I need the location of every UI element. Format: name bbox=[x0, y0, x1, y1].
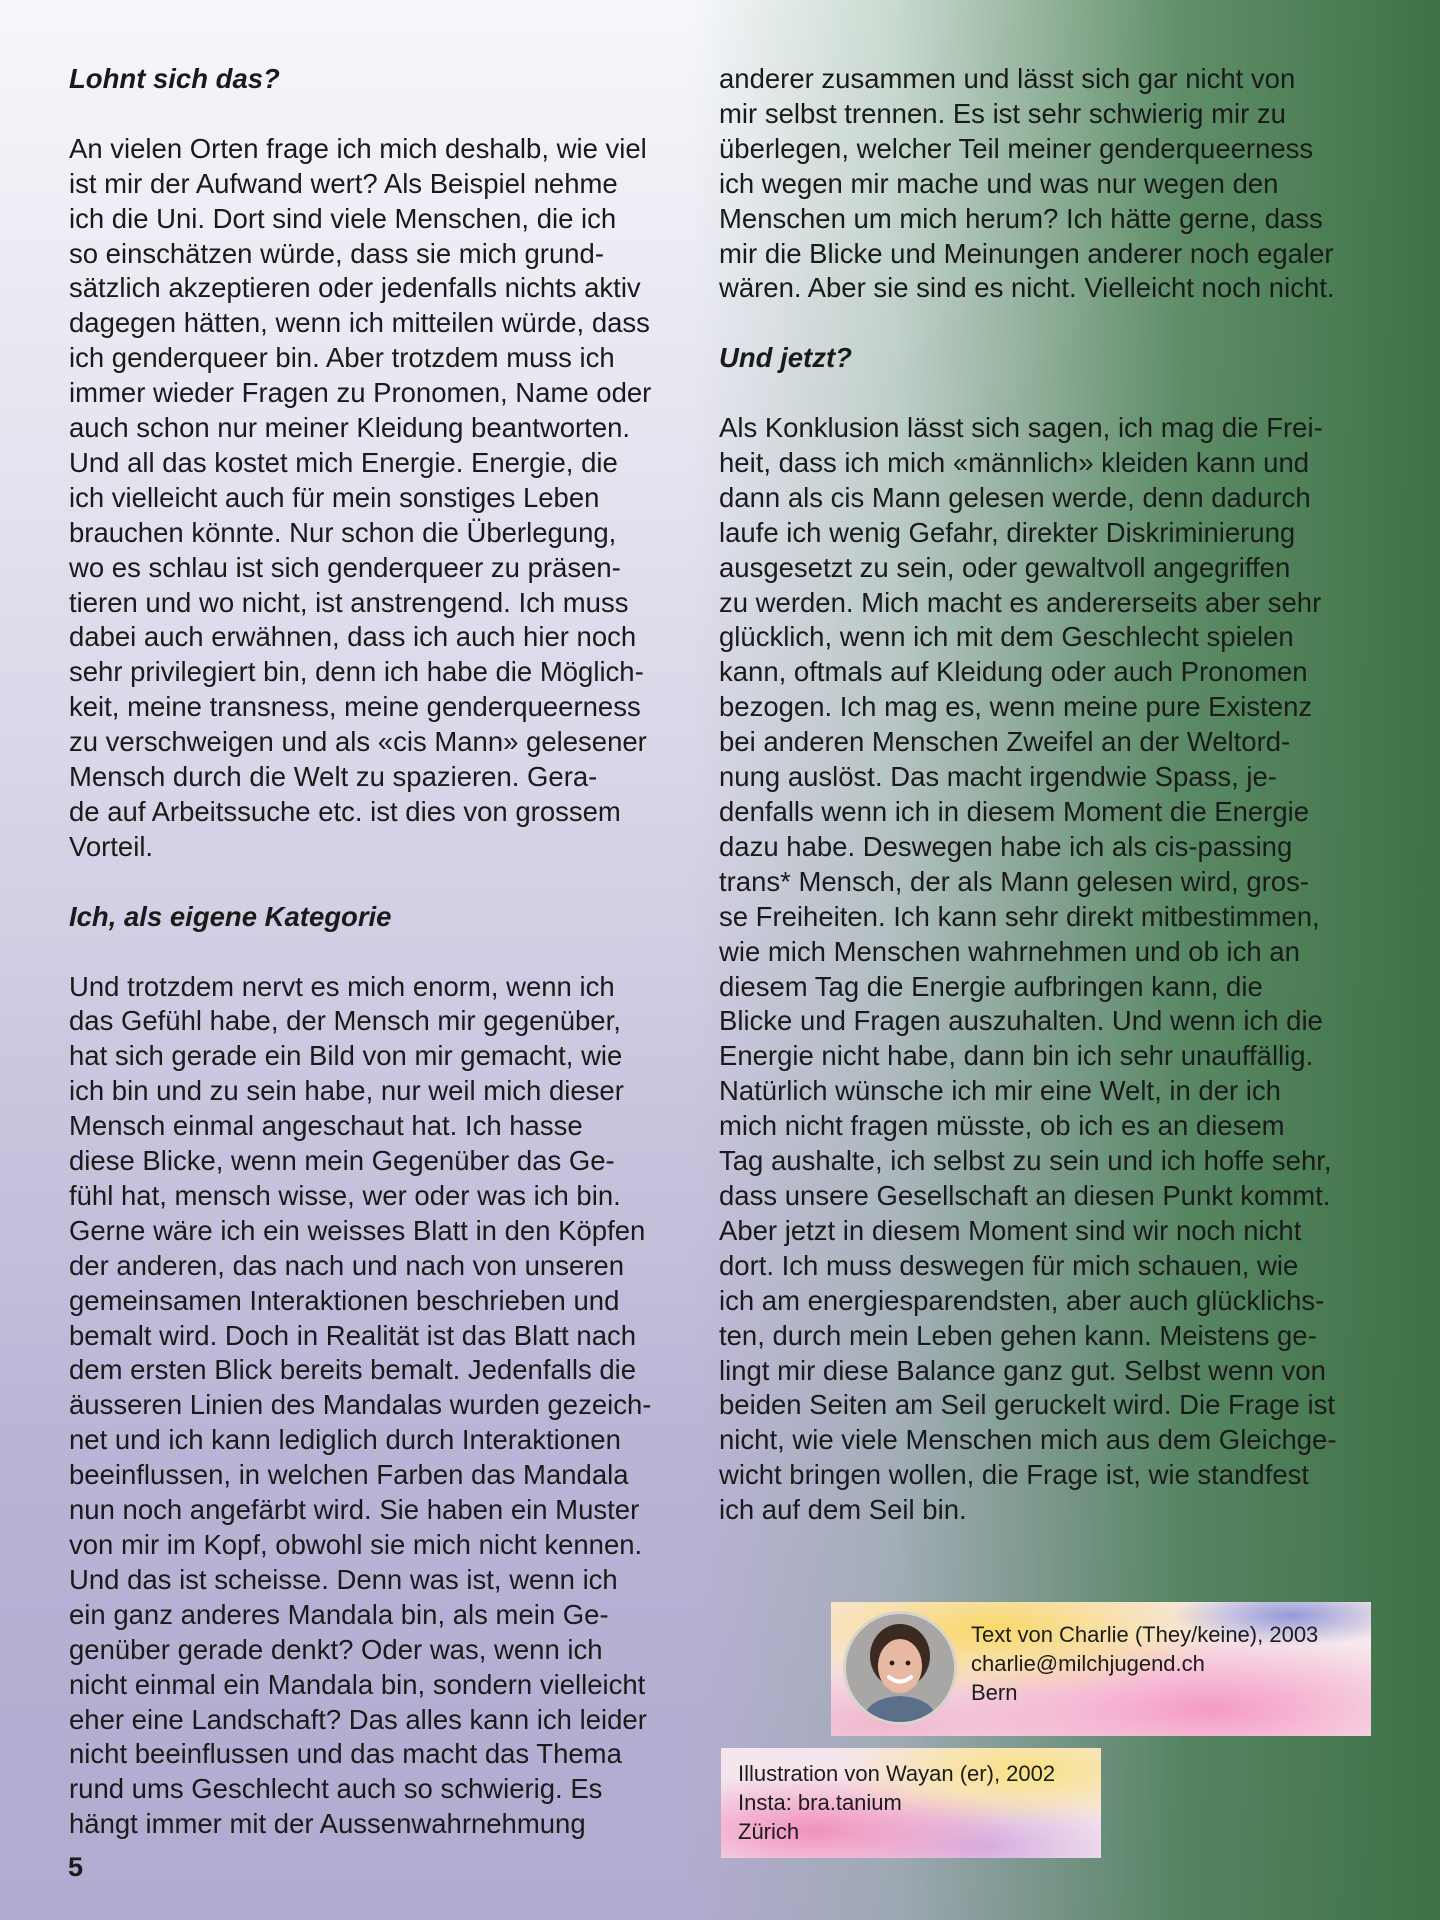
heading-und-jetzt: Und jetzt? bbox=[719, 342, 852, 374]
text-line: wie mich Menschen wahrnehmen und ob ich an bbox=[719, 935, 1300, 967]
text-line: denfalls wenn ich in diesem Moment die Energie bbox=[719, 796, 1310, 827]
text-line: ich vielleicht auch für mein sonstiges Leben bbox=[69, 481, 600, 513]
text-line: dagegen hätten, wenn ich mitteilen würde, dass bbox=[69, 307, 650, 339]
text-line: bemalt wird. Doch in Realität ist das Blatt nach bbox=[69, 1319, 637, 1351]
paragraph-konklusion bbox=[719, 411, 1349, 1528]
text-line: äusseren Linien des Mandalas wurden gezeich- bbox=[69, 1389, 652, 1421]
text-line: genüber gerade denkt? Oder was, wenn ich bbox=[69, 1633, 603, 1665]
text-line: überlegen, welcher Teil meiner genderqueerness bbox=[719, 132, 1314, 164]
text-line: nicht beeinflussen und das macht das Thema bbox=[69, 1738, 622, 1770]
text-line: wären. Aber sie sind es nicht. Vielleicht noch nicht. bbox=[719, 272, 1335, 304]
text-line: ausgesetzt zu sein, oder gewaltvoll angegriffen bbox=[719, 551, 1291, 583]
author-name: Text von Charlie (They/keine), 2003 bbox=[971, 1622, 1319, 1647]
page-number: 5 bbox=[68, 1852, 84, 1882]
text-line: hängt immer mit der Aussenwahrnehmung bbox=[69, 1808, 586, 1840]
text-line: bei anderen Menschen Zweifel an der Weltord- bbox=[719, 726, 1291, 758]
text-line: ich auf dem Seil bin. bbox=[719, 1494, 967, 1526]
text-line: diese Blicke, wenn mein Gegenüber das Ge- bbox=[69, 1145, 615, 1177]
text-line: Aber jetzt in diesem Moment sind wir noch nicht bbox=[719, 1214, 1302, 1246]
left-column bbox=[69, 62, 699, 1842]
text-line: wo es schlau ist sich genderqueer zu präsen- bbox=[69, 551, 621, 583]
text-line: eher eine Landschaft? Das alles kann ich leider bbox=[69, 1703, 647, 1735]
illustrator-name: Illustration von Wayan (er), 2002 bbox=[738, 1761, 1056, 1786]
person-icon bbox=[846, 1614, 954, 1722]
text-line: ist mir der Aufwand wert? Als Beispiel nehme bbox=[69, 167, 618, 199]
text-line: immer wieder Fragen zu Pronomen, Name oder bbox=[69, 377, 652, 409]
text-line: mir selbst trennen. Es ist sehr schwierig mir zu bbox=[719, 97, 1286, 129]
text-line: Gerne wäre ich ein weisses Blatt in den Köpfen bbox=[69, 1214, 646, 1246]
text-line: nicht einmal ein Mandala bin, sondern vielleicht bbox=[69, 1668, 646, 1700]
text-line: ten, durch mein Leben gehen kann. Meistens ge- bbox=[719, 1319, 1317, 1351]
text-line: Tag aushalte, ich selbst zu sein und ich hoffe sehr, bbox=[719, 1145, 1332, 1177]
text-line: ich bin und zu sein habe, nur weil mich dieser bbox=[69, 1075, 624, 1107]
text-line: ich die Uni. Dort sind viele Menschen, die ich bbox=[69, 202, 617, 234]
author-portrait bbox=[843, 1611, 957, 1725]
text-line: ich wegen mir mache und was nur wegen den bbox=[719, 167, 1279, 199]
text-line: heit, dass ich mich «männlich» kleiden kann und bbox=[719, 446, 1310, 478]
text-line: kann, oftmals auf Kleidung oder auch Pronomen bbox=[719, 656, 1308, 688]
text-line: dabei auch erwähnen, dass ich auch hier noch bbox=[69, 621, 637, 653]
text-line: dort. Ich muss deswegen für mich schauen, wie bbox=[719, 1249, 1299, 1281]
text-line: tieren und wo nicht, ist anstrengend. Ich muss bbox=[69, 586, 629, 618]
author-credit-box bbox=[831, 1602, 1371, 1736]
text-line: hat sich gerade ein Bild von mir gemacht, wie bbox=[69, 1040, 623, 1072]
text-line: dem ersten Blick bereits bemalt. Jedenfalls die bbox=[69, 1354, 637, 1386]
text-line: Als Konklusion lässt sich sagen, ich mag die Frei- bbox=[719, 412, 1323, 444]
text-line: beiden Seiten am Seil geruckelt wird. Die Frage ist bbox=[719, 1389, 1335, 1421]
author-email[interactable]: charlie@milchjugend.ch bbox=[971, 1651, 1205, 1676]
text-line: das Gefühl habe, der Mensch mir gegenüber, bbox=[69, 1005, 621, 1037]
text-line: nung auslöst. Das macht irgendwie Spass, je- bbox=[719, 761, 1277, 793]
text-line: trans* Mensch, der als Mann gelesen wird, gros- bbox=[719, 865, 1309, 897]
text-line: wicht bringen wollen, die Frage ist, wie standfest bbox=[719, 1459, 1310, 1491]
paragraph-mandala bbox=[69, 970, 699, 1843]
illustrator-instagram: Insta: bra.tanium bbox=[738, 1790, 902, 1815]
text-line: bezogen. Ich mag es, wenn meine pure Existenz bbox=[719, 691, 1313, 723]
text-line: mich nicht fragen müsste, ob ich es an diesem bbox=[719, 1110, 1285, 1142]
text-line: rund ums Geschlecht auch so schwierig. Es bbox=[69, 1773, 603, 1805]
text-line: net und ich kann lediglich durch Interaktionen bbox=[69, 1424, 621, 1456]
text-line: Und trotzdem nervt es mich enorm, wenn ich bbox=[69, 970, 615, 1002]
text-line: zu verschweigen und als «cis Mann» gelesener bbox=[69, 726, 647, 758]
heading-lohnt-sich-das: Lohnt sich das? bbox=[69, 63, 280, 94]
text-line: Mensch einmal angeschaut hat. Ich hasse bbox=[69, 1110, 583, 1142]
text-line: Menschen um mich herum? Ich hätte gerne, dass bbox=[719, 202, 1323, 234]
text-line: beeinflussen, in welchen Farben das Mandala bbox=[69, 1459, 629, 1491]
text-line: dann als cis Mann gelesen werde, denn dadurch bbox=[719, 481, 1311, 513]
text-line: keit, meine transness, meine genderqueerness bbox=[69, 691, 641, 723]
text-line: dass unsere Gesellschaft an diesen Punkt kommt. bbox=[719, 1179, 1331, 1211]
text-line: de auf Arbeitssuche etc. ist dies von grossem bbox=[69, 796, 621, 828]
text-line: sätzlich akzeptieren oder jedenfalls nichts aktiv bbox=[69, 272, 641, 304]
text-line: der anderen, das nach und nach von unseren bbox=[69, 1249, 624, 1281]
author-city: Bern bbox=[971, 1680, 1018, 1705]
text-line: auch schon nur meiner Kleidung beantworten. bbox=[69, 412, 631, 444]
text-line: ich genderqueer bin. Aber trotzdem muss ich bbox=[69, 342, 615, 374]
text-line: brauchen könnte. Nur schon die Überlegung, bbox=[69, 516, 617, 548]
text-line: diesem Tag die Energie aufbringen kann, die bbox=[719, 970, 1263, 1002]
right-column bbox=[719, 62, 1349, 1528]
text-line: fühl hat, mensch wisse, wer oder was ich bin. bbox=[69, 1179, 621, 1211]
text-line: Energie nicht habe, dann bin ich sehr unauffällig. bbox=[719, 1040, 1314, 1072]
text-line: ein ganz anderes Mandala bin, als mein Ge- bbox=[69, 1598, 609, 1630]
text-line: anderer zusammen und lässt sich gar nicht von bbox=[719, 63, 1296, 94]
text-line: gemeinsamen Interaktionen beschrieben und bbox=[69, 1284, 620, 1316]
text-line: von mir im Kopf, obwohl sie mich nicht kennen. bbox=[69, 1529, 643, 1561]
text-line: se Freiheiten. Ich kann sehr direkt mitbestimmen, bbox=[719, 900, 1320, 932]
text-line: Natürlich wünsche ich mir eine Welt, in der ich bbox=[719, 1075, 1281, 1107]
text-line: mir die Blicke und Meinungen anderer noch egaler bbox=[719, 237, 1334, 269]
text-line: ich am energiesparendsten, aber auch glücklichs- bbox=[719, 1284, 1325, 1316]
text-line: An vielen Orten frage ich mich deshalb, wie viel bbox=[69, 132, 647, 164]
text-line: zu werden. Mich macht es andererseits aber sehr bbox=[719, 586, 1322, 618]
paragraph-uni bbox=[69, 132, 699, 865]
text-line: dazu habe. Deswegen habe ich als cis-passing bbox=[719, 830, 1293, 862]
text-line: so einschätzen würde, dass sie mich grund- bbox=[69, 237, 604, 269]
text-line: glücklich, wenn ich mit dem Geschlecht spielen bbox=[719, 621, 1294, 653]
text-line: Mensch durch die Welt zu spazieren. Gera- bbox=[69, 761, 598, 793]
text-line: Vorteil. bbox=[69, 830, 154, 862]
text-line: Blicke und Fragen auszuhalten. Und wenn ich die bbox=[719, 1005, 1323, 1037]
author-credit-lines bbox=[971, 1620, 1318, 1707]
text-line: laufe ich wenig Gefahr, direkter Diskriminierung bbox=[719, 516, 1296, 548]
text-line: lingt mir diese Balance ganz gut. Selbst wenn von bbox=[719, 1354, 1326, 1386]
text-line: sehr privilegiert bin, denn ich habe die Möglich- bbox=[69, 656, 644, 688]
illustrator-city: Zürich bbox=[738, 1819, 800, 1844]
heading-eigene-kategorie: Ich, als eigene Kategorie bbox=[69, 900, 392, 932]
illustrator-credit-box bbox=[721, 1748, 1101, 1858]
text-line: nun noch angefärbt wird. Sie haben ein Muster bbox=[69, 1494, 640, 1526]
illustrator-credit-lines bbox=[738, 1759, 1055, 1846]
text-line: Und das ist scheisse. Denn was ist, wenn ich bbox=[69, 1563, 618, 1595]
text-line: Und all das kostet mich Energie. Energie, die bbox=[69, 446, 618, 478]
paragraph-continuation bbox=[719, 62, 1349, 306]
text-line: nicht, wie viele Menschen mich aus dem Gleichge- bbox=[719, 1424, 1337, 1456]
